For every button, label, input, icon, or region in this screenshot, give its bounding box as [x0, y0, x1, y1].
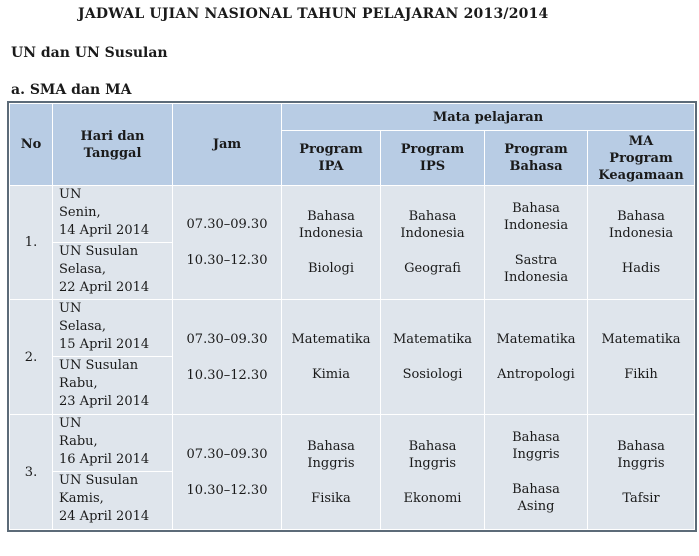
- date-line: 14 April 2014: [59, 223, 150, 238]
- subject-session-1: Bahasa Inggris: [408, 438, 457, 471]
- header-program-ips: [381, 131, 485, 186]
- date-un: [53, 300, 173, 357]
- subject-session-2: Sosiologi: [402, 367, 463, 382]
- time-session-2: 10.30–12.30: [186, 482, 268, 498]
- table-row: [10, 415, 695, 472]
- subject-cell: [588, 186, 695, 300]
- page-title: JADWAL UJIAN NASIONAL TAHUN PELAJARAN 2013/2014: [78, 6, 549, 22]
- subject-cell: [588, 300, 695, 415]
- header-program-label: Program IPA: [299, 142, 363, 174]
- date-un: [53, 415, 173, 472]
- header-jam: Jam: [173, 104, 282, 186]
- time-session-1: 07.30–09.30: [186, 331, 268, 347]
- row-number: 2.: [10, 300, 53, 415]
- date-line: UN: [59, 301, 82, 316]
- subtitle: UN dan UN Susulan: [11, 45, 168, 61]
- subject-session-1: Matematika: [496, 332, 576, 347]
- subject-session-1: Bahasa Indonesia: [298, 209, 364, 241]
- header-program-label: MA Program Keagamaan: [598, 133, 684, 183]
- subject-cell: [282, 186, 381, 300]
- date-un: [53, 186, 173, 243]
- subject-session-2: Bahasa Asing: [512, 482, 560, 514]
- subject-cell: [282, 415, 381, 530]
- date-line: 24 April 2014: [59, 509, 150, 524]
- date-line: Selasa,: [59, 262, 107, 277]
- time-session-1: 07.30–09.30: [186, 446, 268, 462]
- subject-session-1: Matematika: [601, 332, 681, 347]
- row-number: 3.: [10, 415, 53, 530]
- header-program-bahasa: [485, 131, 588, 186]
- subject-session-1: Bahasa Inggris: [512, 430, 560, 462]
- subject-session-1: Bahasa Indonesia: [608, 209, 674, 241]
- date-line: 23 April 2014: [59, 394, 150, 409]
- date-susulan: [53, 472, 173, 530]
- subject-cell: [485, 415, 588, 530]
- time-cell: [173, 300, 282, 415]
- subject-session-2: Biologi: [307, 261, 354, 276]
- header-mata-pelajaran: Mata pelajaran: [282, 104, 695, 131]
- date-susulan: [53, 243, 173, 300]
- subject-cell: [485, 300, 588, 415]
- header-no: No: [10, 104, 53, 186]
- header-program-label: Program IPS: [400, 142, 465, 174]
- time-cell: [173, 415, 282, 530]
- subject-cell: [588, 415, 695, 530]
- subject-session-2: Fikih: [624, 367, 658, 382]
- date-line: UN: [59, 416, 82, 431]
- row-number: 1.: [10, 186, 53, 300]
- subject-session-2: Ekonomi: [403, 490, 462, 506]
- subject-session-2: Antropologi: [497, 367, 575, 382]
- subject-session-1: Bahasa Indonesia: [400, 209, 465, 241]
- subject-session-2: Fisika: [311, 490, 351, 506]
- subject-session-2: Tafsir: [622, 490, 660, 506]
- subject-cell: [485, 186, 588, 300]
- subject-session-1: Bahasa Inggris: [617, 438, 665, 471]
- header-program-ipa: [282, 131, 381, 186]
- time-session-1: 07.30–09.30: [186, 217, 268, 232]
- header-program-label: Program Bahasa: [504, 142, 568, 174]
- subject-session-1: Matematika: [291, 332, 371, 347]
- date-susulan: [53, 357, 173, 415]
- subject-session-2: Sastra Indonesia: [503, 252, 569, 285]
- date-line: Selasa,: [59, 319, 107, 334]
- date-line: UN Susulan: [59, 358, 139, 373]
- subject-session-2: Kimia: [311, 367, 351, 382]
- schedule-table: [9, 103, 695, 530]
- section-heading: a. SMA dan MA: [11, 82, 132, 98]
- table-row: [10, 186, 695, 243]
- date-line: Rabu,: [59, 434, 98, 449]
- header-program-keagamaan: [588, 131, 695, 186]
- subject-cell: [381, 186, 485, 300]
- date-line: 16 April 2014: [59, 452, 150, 467]
- time-cell: [173, 186, 282, 300]
- date-line: UN: [59, 187, 82, 202]
- subject-session-1: Bahasa Inggris: [307, 438, 355, 471]
- subject-cell: [282, 300, 381, 415]
- subject-cell: [381, 415, 485, 530]
- time-session-2: 10.30–12.30: [186, 367, 268, 383]
- date-line: Senin,: [59, 205, 101, 220]
- date-line: UN Susulan: [59, 244, 139, 259]
- date-line: Kamis,: [59, 491, 104, 506]
- subject-session-2: Hadis: [621, 261, 661, 276]
- table-row: [10, 300, 695, 357]
- date-line: 22 April 2014: [59, 280, 150, 295]
- date-line: Rabu,: [59, 376, 98, 391]
- subject-cell: [381, 300, 485, 415]
- subject-session-2: Geografi: [404, 261, 461, 276]
- date-line: UN Susulan: [59, 473, 139, 488]
- subject-session-1: Bahasa Indonesia: [503, 200, 569, 233]
- header-hari-tanggal: [53, 104, 173, 186]
- time-session-2: 10.30–12.30: [186, 253, 268, 268]
- subject-session-1: Matematika: [392, 332, 473, 347]
- date-line: 15 April 2014: [59, 337, 150, 352]
- header-hari-tanggal-label: Hari dan Tanggal: [80, 128, 145, 161]
